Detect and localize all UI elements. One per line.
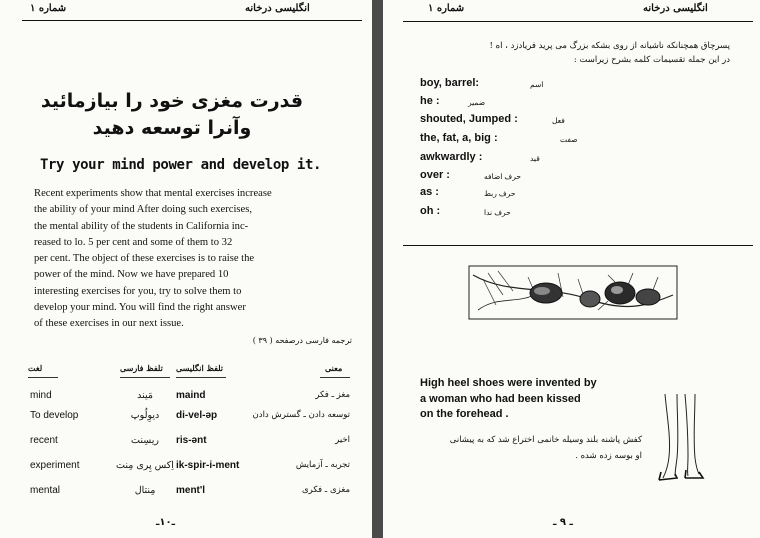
vocab-word: To develop — [30, 410, 79, 421]
grammar-item — [420, 95, 580, 113]
grammar-item — [420, 132, 580, 150]
fact-english — [420, 376, 630, 423]
grammar-word: over : — [420, 169, 450, 181]
header-fa-pron: تلفظ فارسی — [120, 363, 163, 373]
word-meaning: تجربه ـ آزمایش — [295, 460, 350, 470]
grammar-word: oh : — [420, 205, 441, 217]
table-row — [0, 410, 372, 430]
grammar-word: boy, barrel: — [420, 77, 480, 89]
body-line: per cent. The object of these exercises is to raise the — [34, 253, 255, 265]
word-meaning: مغز ـ فکر — [315, 390, 350, 400]
english-pronunciation: maind — [176, 390, 206, 401]
grammar-part: قید — [530, 154, 540, 163]
magazine-name: انگلیسی درخانه — [643, 3, 708, 14]
grammar-part: ضمیر — [468, 98, 486, 107]
body-line: develop your mind. You will find the right answer — [34, 302, 246, 314]
header-underline — [28, 377, 58, 378]
issue-number: شماره ۱ — [428, 3, 465, 14]
table-row — [0, 390, 372, 410]
header-rule — [403, 21, 753, 22]
body-line: the mental ability of the students in California inc- — [34, 220, 249, 232]
grammar-part: صفت — [560, 135, 578, 144]
grammar-part: حرف اضافه — [484, 172, 521, 181]
grammar-part: حرف ربط — [484, 189, 516, 198]
fact-line: High heel shoes were invented by — [420, 377, 597, 389]
right-page — [383, 0, 760, 538]
persian-pronunciation: مِنتال — [134, 485, 156, 496]
intro-line: در این جمله تقسیمات کلمه بشرح زیراست : — [573, 55, 730, 65]
vocab-word: mental — [30, 485, 61, 496]
translation-note: ترجمه فارسی درصفحه ( ۳۹ ) — [252, 336, 352, 345]
english-title: Try your mind power and develop it. — [40, 157, 322, 173]
grammar-word: shouted, Jumped : — [420, 113, 518, 125]
word-meaning: مغزی ـ فکری — [302, 485, 350, 495]
intro-line: پسرچاق همچنانکه ناشیانه از روی بشکه بزرگ می پرید فریادزد ، اه ! — [489, 41, 730, 51]
vocab-word: mind — [30, 390, 52, 401]
grammar-item — [420, 186, 580, 204]
grammar-word: he : — [420, 95, 440, 107]
floral-ornament-icon — [468, 265, 678, 320]
english-pronunciation: ment'l — [176, 485, 206, 496]
magazine-name: انگلیسی درخانه — [245, 3, 310, 14]
grammar-part: حرف ندا — [484, 208, 511, 217]
page-number: ـ ۹ ـ — [553, 517, 573, 528]
grammar-item — [420, 151, 580, 169]
grammar-part: اسم — [530, 80, 544, 89]
body-line: power of the mind. Now we have prepared 10 — [34, 269, 229, 281]
persian-pronunciation: مَیند — [137, 390, 153, 401]
header-word: لغت — [28, 363, 43, 373]
body-line: the ability of your mind After doing such exercises, — [34, 204, 253, 216]
issue-number: شماره ۱ — [30, 3, 67, 14]
vocab-word: experiment — [30, 460, 80, 471]
article-body — [34, 186, 352, 333]
section-rule — [403, 245, 753, 246]
table-row — [0, 435, 372, 455]
grammar-word: awkwardly : — [420, 151, 483, 163]
grammar-item — [420, 113, 580, 131]
word-meaning: توسعه دادن ـ گسترش دادن — [252, 410, 350, 420]
fact-line: او بوسه زده شده . — [575, 451, 642, 461]
persian-title-line: وآنرا توسعه دهید — [92, 117, 252, 139]
intro-sentence — [410, 39, 730, 67]
body-line: interesting exercises for you, try to solve them to — [34, 285, 242, 297]
header-rule — [22, 20, 362, 21]
english-pronunciation: ik-spir-i-ment — [176, 460, 240, 471]
fact-persian — [432, 432, 642, 464]
fact-line: on the forehead . — [420, 408, 509, 420]
persian-title-line: قدرت مغزی خود را بیازمائید — [40, 90, 304, 112]
header-meaning: معنی — [325, 363, 343, 373]
table-row — [0, 485, 372, 505]
word-meaning: اخیر — [335, 435, 350, 445]
body-line: Recent experiments show that mental exercises increase — [34, 188, 272, 199]
header-underline — [176, 377, 226, 378]
page-gutter — [372, 0, 383, 538]
fact-line: a woman who had been kissed — [420, 392, 581, 405]
vocab-word: recent — [30, 435, 58, 446]
fact-line: کفش پاشنه بلند وسیله خانمی اختراع شد که به پیشانی — [449, 435, 642, 445]
body-line: of these exercises in our next issue. — [34, 318, 184, 330]
grammar-item — [420, 205, 580, 223]
grammar-word: the, fat, a, big : — [420, 132, 498, 144]
persian-title — [12, 88, 332, 142]
header-underline — [320, 377, 350, 378]
grammar-part: فعل — [552, 116, 565, 125]
page-number: ـ۱۰ـ — [156, 517, 176, 528]
grammar-item — [420, 77, 580, 95]
persian-pronunciation: اِکس پِری مِنت — [116, 460, 174, 471]
body-line: reased to lo. 5 per cent and some of them to 32 — [34, 236, 233, 248]
persian-pronunciation: دیوِلُوپ — [130, 410, 160, 421]
high-heel-legs-icon — [655, 392, 705, 484]
header-underline — [120, 377, 170, 378]
left-page — [0, 0, 372, 538]
english-pronunciation: ris-ənt — [176, 435, 207, 446]
header-en-pron: تلفظ انگلیسی — [176, 363, 224, 373]
grammar-item — [420, 169, 580, 187]
persian-pronunciation: ریسِنت — [131, 435, 159, 446]
grammar-word: as : — [420, 186, 439, 198]
table-row — [0, 460, 372, 480]
english-pronunciation: di-vel-əp — [176, 410, 218, 421]
